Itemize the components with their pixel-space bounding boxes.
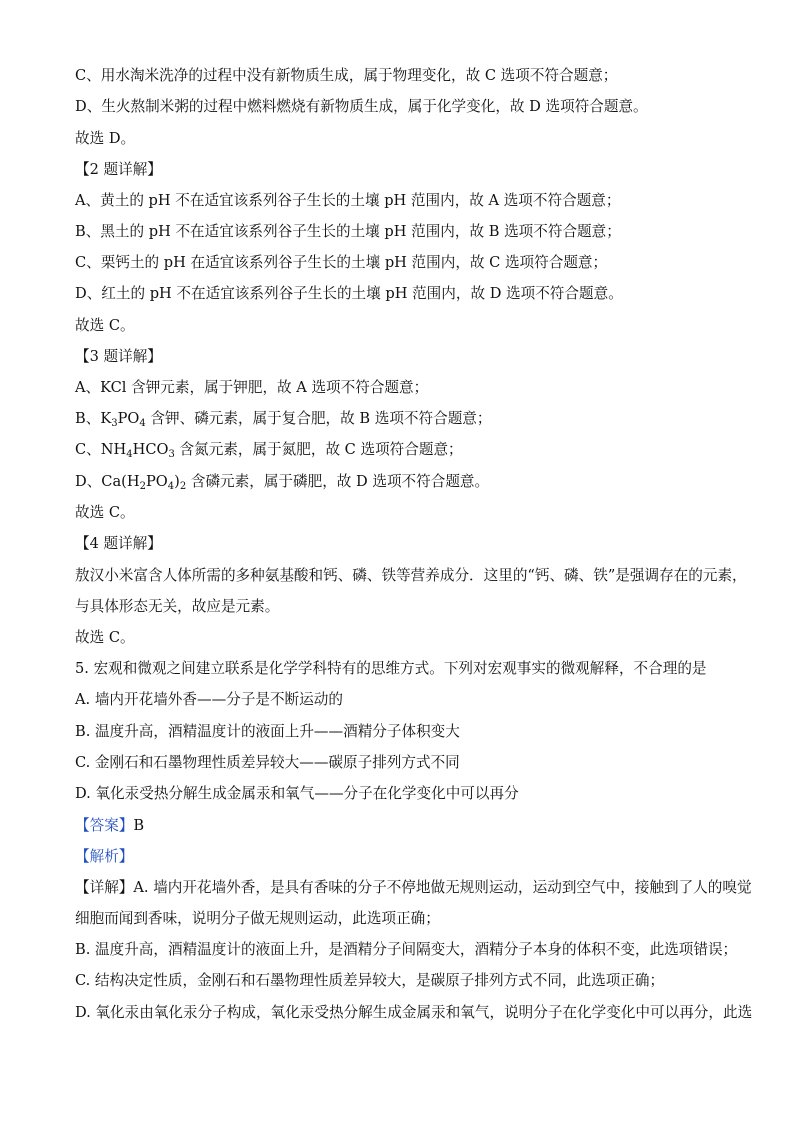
question-stem: 5. 宏观和微观之间建立联系是化学学科特有的思维方式。下列对宏观事实的微观解释，不合理的是 [75,660,707,677]
text-line: C. 结构决定性质，金刚石和石墨物理性质差异较大，是碳原子排列方式不同，此选项正确； [75,972,665,989]
text-line: 故选 C。 [75,317,135,334]
option-d: D. 氧化汞受热分解生成金属汞和氧气——分子在化学变化中可以再分 [75,785,519,802]
answer-line [75,816,144,836]
text-line: 敖汉小米富含人体所需的多种氨基酸和钙、磷、铁等营养成分．这里的“钙、磷、铁”是强调存在的元素， [75,567,747,584]
text-line: B、黑土的 pH 不在适宜该系列谷子生长的土壤 pH 范围内，故 B 选项不符合题意； [75,223,621,240]
text-line: 故选 D。 [75,130,136,147]
answer-value: B [133,817,145,834]
option-c: C. 金刚石和石墨物理性质差异较大——碳原子排列方式不同 [75,754,460,771]
text-line-formula: C、$NH_4HCO_3$ 含氮元素，属于氮肥，故 C 选项符合题意； [75,441,463,460]
text-line: A、KCl 含钾元素，属于钾肥，故 A 选项不符合题意； [75,379,429,396]
text-line: 故选 C。 [75,629,135,646]
answer-label: 【答案】 [75,817,134,834]
option-b: B. 温度升高，酒精温度计的液面上升——酒精分子体积变大 [75,723,460,740]
section-heading: 【4 题详解】 [75,535,162,552]
text-line: D、生火熬制米粥的过程中燃料燃烧有新物质生成，属于化学变化，故 D 选项符合题意。 [75,98,648,115]
text-line: C、用水淘米洗净的过程中没有新物质生成，属于物理变化，故 C 选项不符合题意； [75,67,618,84]
text-line: C、栗钙土的 pH 在适宜该系列谷子生长的土壤 pH 范围内，故 C 选项符合题意； [75,254,608,271]
text-line-formula: D、$Ca(H_2PO_4)_2$ 含磷元素，属于磷肥，故 D 选项不符合题意。 [75,473,490,492]
section-heading: 【3 题详解】 [75,348,162,365]
text-line: 细胞而闻到香味，说明分子做无规则运动，此选项正确； [75,910,440,927]
text-line: 故选 C。 [75,504,135,521]
text-line-formula: B、$K_3PO_4$ 含钾、磷元素，属于复合肥，故 B 选项不符合题意； [75,410,492,429]
text-line: D、红土的 pH 不在适宜该系列谷子生长的土壤 pH 范围内，故 D 选项不符合题意。 [75,285,623,302]
analysis-label: 【解析】 [75,848,134,865]
text-line: 与具体形态无关，故应是元素。 [75,598,280,615]
text-line: D. 氧化汞由氧化汞分子构成，氧化汞受热分解生成金属汞和氧气，说明分子在化学变化中可以再分，此选 [75,1004,753,1021]
section-heading: 【2 题详解】 [75,161,162,178]
text-line: B. 温度升高，酒精温度计的液面上升，是酒精分子间隔变大，酒精分子本身的体积不变，此选项错误； [75,941,738,958]
text-line: 【详解】A. 墙内开花墙外香，是具有香味的分子不停地做无规则运动，运动到空气中，接触到了人的嗅觉 [75,879,752,896]
text-line: A、黄土的 pH 不在适宜该系列谷子生长的土壤 pH 范围内，故 A 选项不符合题意； [75,192,621,209]
option-a: A. 墙内开花墙外香——分子是不断运动的 [75,691,343,708]
